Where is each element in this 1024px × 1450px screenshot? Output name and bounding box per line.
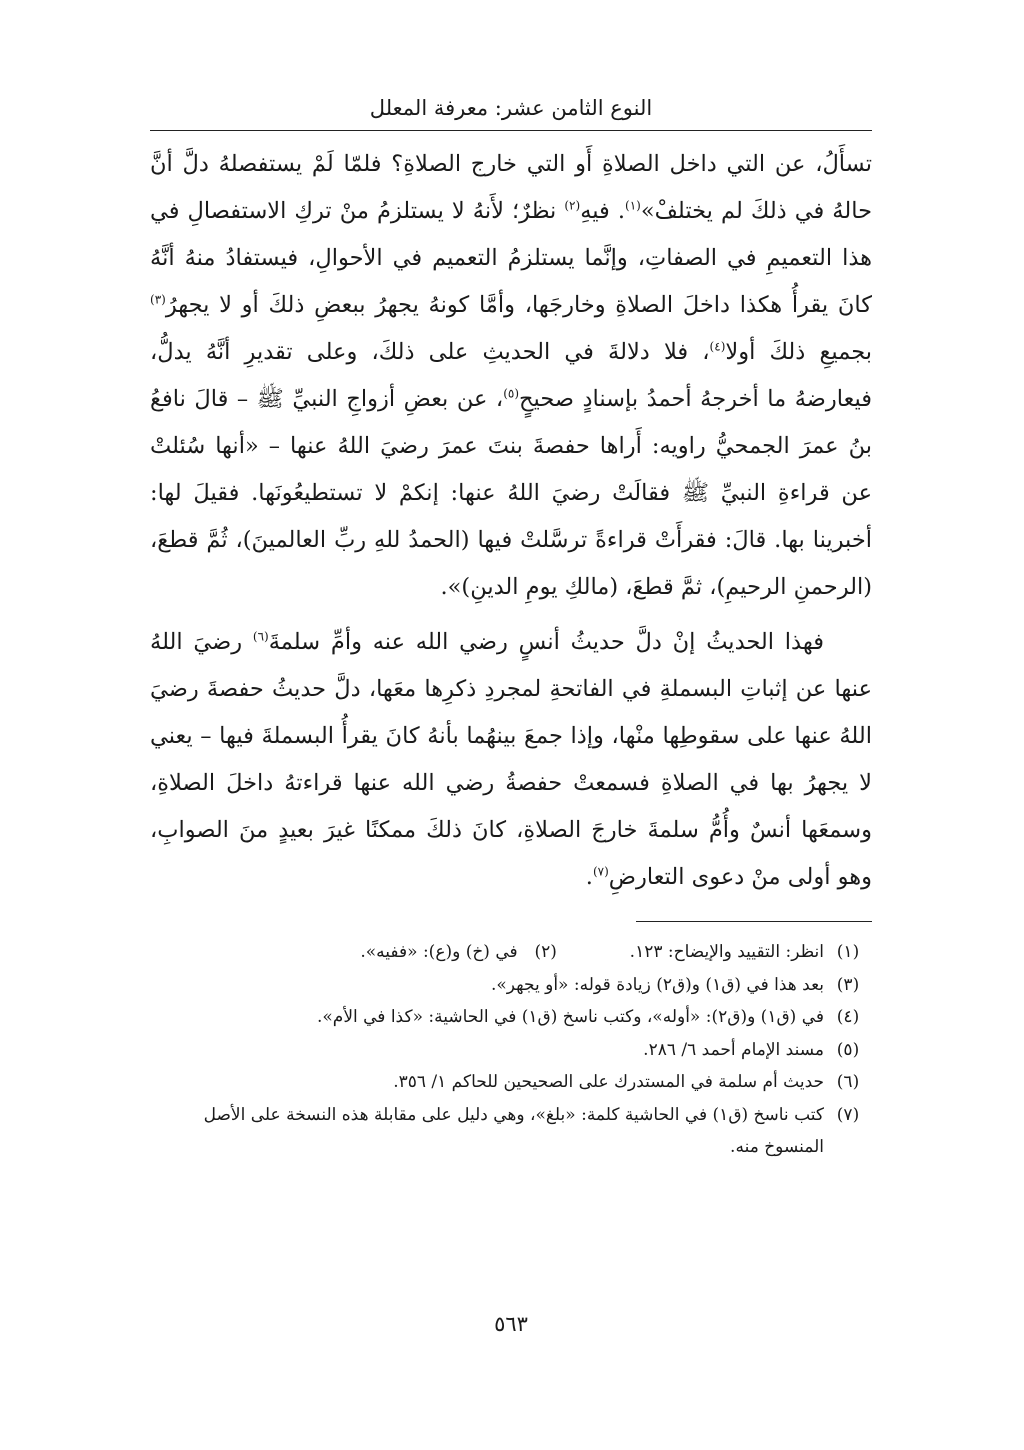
footnote-number: (٤) (836, 1007, 860, 1027)
footnote-ref-4[interactable]: (٤) (709, 339, 726, 354)
text-run: . (585, 864, 593, 890)
header-rule (150, 130, 872, 131)
page-number: ٥٦٣ (494, 1312, 528, 1336)
text-run: فهذا الحديثُ إنْ دلَّ حديثُ أنسٍ رضي الله عنه وأمِّ سلمةَ (268, 629, 824, 655)
text-run: بجميعِ ذلكَ أولا (725, 339, 873, 365)
footnote-ref-6[interactable]: (٦) (252, 629, 269, 644)
footnote-number: (٣) (836, 974, 860, 995)
footnote-item (150, 1034, 872, 1067)
paragraph-1 (150, 141, 872, 611)
footnote-item (150, 936, 872, 969)
text-run: ، عن بعضِ أزواجِ النبيِّ ﷺ – قالَ نافعُ بنُ عمرَ الجمحيُّ راويه: أَراها حفصةَ بنتَ عمرَ رضيَ اللهُ عنها – «أنها سُئلتْ عن قراءةِ النبيِّ ﷺ فقالَتْ رضيَ اللهُ عنها: إنكمْ لا تستطيعُونَها. فقيلَ لها: أخبرينا بها. قالَ: فقرأَتْ قراءةً ترسَّلتْ فيها (الحمدُ للهِ ربِّ العالمينَ)، ثُمَّ قطعَ، (الرحمنِ الرحيمِ)، ثمَّ قطعَ، (مالكِ يومِ الدينِ)». (150, 386, 872, 600)
footnote-item (150, 1099, 872, 1164)
text-run: . فيهِ (580, 198, 626, 224)
footnote-text: حديث أم سلمة في المستدرك على الصحيحين للحاكم ١/ ٣٥٦. (393, 1072, 824, 1092)
text-run: رضيَ اللهُ عنها عن إثباتِ البسملةِ في الفاتحةِ لمجردِ ذكرِها معَها، دلَّ حديثُ حفصةَ رضيَ اللهُ عنها على سقوطِها منْها، وإذا جمعَ بينهُما بأنهُ كانَ يقرأُ البسملةَ فيها – يعني لا يجهرُ بها في الصلاةِ فسمعتْ حفصةُ رضي الله عنها قراءتهُ داخلَ الصلاةِ، وسمعَها أنسٌ وأُمُّ سلمةَ خارجَ الصلاةِ، كانَ ذلكَ ممكنًا غيرَ بعيدٍ منَ الصوابِ، وهو أولى منْ دعوى التعارضِ (150, 629, 872, 890)
footnote-text: بعد هذا في (ق١) و(ق٢) زيادة قوله: «أو يجهر». (491, 974, 824, 995)
footnote-text-2: في (خ) و(ع): «ففيه». (360, 942, 518, 962)
footnote-number: (١) (836, 942, 860, 962)
footnote-item (150, 1001, 872, 1034)
footnote-ref-3[interactable]: (٣) (150, 292, 166, 307)
footnote-number: (٦) (836, 1072, 860, 1092)
footnotes (150, 936, 872, 1164)
text-run: ، فلا دلالةَ في الحديثِ على ذلكَ، وعلى تقديرِ أنَّهُ يدلُّ، فيعارضهُ ما أخرجهُ أحمدُ بإسنادٍ صحيحٍ (150, 339, 872, 412)
book-page (150, 92, 872, 1392)
footnote-text: مسند الإمام أحمد ٦/ ٢٨٦. (643, 1039, 824, 1060)
footnote-text: كتب ناسخ (ق١) في الحاشية كلمة: «بلغ»، وهي دليل على مقابلة هذه النسخة على الأصل المنسوخ منه. (203, 1104, 824, 1157)
footnote-text (150, 936, 824, 969)
footnote-text-1: انظر: التقييد والإيضاح: ١٢٣. (629, 942, 824, 962)
paragraph-2 (150, 619, 872, 901)
footnote-ref-2[interactable]: (٢) (564, 198, 581, 213)
footnote-rule (636, 921, 872, 922)
text-run: نظرٌ؛ لأَنهُ لا يستلزمُ منْ تركِ الاستفصالِ في هذا التعميمِ في الصفاتِ، وإنَّما يستلزمُ التعميم في الأحوالِ، فيستفادُ منهُ أنَّهُ كانَ يقرأُ هكذا داخلَ الصلاةِ وخارجَها، وأمَّا كونهُ يجهرُ ببعضِ ذلكَ أو لا يجهرُ (150, 198, 872, 318)
footnote-number: (٢) (534, 942, 557, 962)
text-run: تسأَلُ، عن التي داخل الصلاةِ أَو التي خارج الصلاةِ؟ فلمّا لَمْ يستفصلهُ دلَّ أنَّ حالهُ في ذلكَ لم يختلفْ» (150, 151, 872, 224)
footnote-ref-7[interactable]: (٧) (592, 864, 609, 879)
running-head: النوع الثامن عشر: معرفة المعلل (369, 96, 653, 120)
footnote-ref-1[interactable]: (١) (625, 198, 641, 213)
footnote-number: (٧) (836, 1104, 860, 1125)
main-text (150, 141, 872, 901)
footnote-text: في (ق١) و(ق٢): «أوله»، وكتب ناسخ (ق١) في الحاشية: «كذا في الأم». (316, 1007, 824, 1027)
footnote-number: (٥) (836, 1039, 860, 1060)
footnote-item (150, 1066, 872, 1099)
footnote-ref-5[interactable]: (٥) (503, 386, 520, 401)
footnote-item (150, 969, 872, 1002)
